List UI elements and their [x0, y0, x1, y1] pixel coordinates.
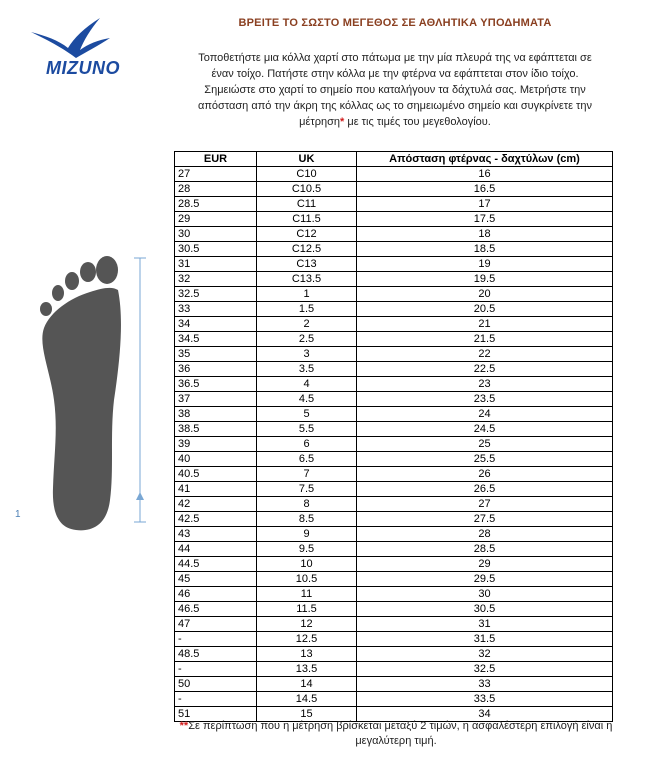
table-row — [175, 632, 613, 647]
cell-uk: C12 — [257, 227, 357, 242]
table-row — [175, 527, 613, 542]
cell-cm: 22.5 — [357, 362, 613, 377]
cell-uk: 13 — [257, 647, 357, 662]
cell-uk: C11 — [257, 197, 357, 212]
cell-eur: 46.5 — [175, 602, 257, 617]
cell-eur: 44.5 — [175, 557, 257, 572]
footnote-text: Σε περίπτωση που η μέτρηση βρίσκεται μεταξύ 2 τιμών, η ασφαλέστερη επιλογή είναι η μεγαλύτερη τιμή. — [188, 720, 613, 747]
table-row — [175, 332, 613, 347]
table-row — [175, 467, 613, 482]
cell-cm: 16.5 — [357, 182, 613, 197]
cell-cm: 29.5 — [357, 572, 613, 587]
table-row — [175, 587, 613, 602]
cell-cm: 18.5 — [357, 242, 613, 257]
cell-uk: 8.5 — [257, 512, 357, 527]
cell-uk: C10.5 — [257, 182, 357, 197]
cell-uk: 12 — [257, 617, 357, 632]
table-header-row — [175, 152, 613, 167]
cell-cm: 30 — [357, 587, 613, 602]
cell-uk: 14.5 — [257, 692, 357, 707]
cell-uk: C11.5 — [257, 212, 357, 227]
table-row — [175, 272, 613, 287]
cell-eur: 27 — [175, 167, 257, 182]
cell-eur: 30.5 — [175, 242, 257, 257]
table-row — [175, 422, 613, 437]
cell-eur: 28 — [175, 182, 257, 197]
cell-cm: 31.5 — [357, 632, 613, 647]
table-row — [175, 692, 613, 707]
footnote-marker: ** — [179, 720, 189, 732]
cell-cm: 31 — [357, 617, 613, 632]
cell-uk: 3.5 — [257, 362, 357, 377]
cell-cm: 19 — [357, 257, 613, 272]
cell-eur: 31 — [175, 257, 257, 272]
table-row — [175, 542, 613, 557]
cell-cm: 23.5 — [357, 392, 613, 407]
toe-5 — [40, 302, 52, 316]
cell-uk: 8 — [257, 497, 357, 512]
table-row — [175, 287, 613, 302]
table-row — [175, 407, 613, 422]
cell-uk: 4 — [257, 377, 357, 392]
cell-cm: 20 — [357, 287, 613, 302]
cell-eur: 48.5 — [175, 647, 257, 662]
cell-eur: 28.5 — [175, 197, 257, 212]
cell-uk: 2 — [257, 317, 357, 332]
cell-uk: 9 — [257, 527, 357, 542]
cell-cm: 25.5 — [357, 452, 613, 467]
cell-cm: 17 — [357, 197, 613, 212]
cell-eur: 30 — [175, 227, 257, 242]
figure-label: 1 — [15, 509, 21, 520]
cell-uk: 5.5 — [257, 422, 357, 437]
cell-cm: 27 — [357, 497, 613, 512]
big-toe — [96, 256, 118, 284]
cell-eur: 29 — [175, 212, 257, 227]
cell-uk: 15 — [257, 707, 357, 722]
header-uk: UK — [257, 152, 357, 167]
cell-uk: 7.5 — [257, 482, 357, 497]
brand-wordmark: MIZUNO — [46, 58, 120, 78]
table-row — [175, 257, 613, 272]
table-row — [175, 557, 613, 572]
toe-3 — [65, 272, 79, 290]
cell-cm: 18 — [357, 227, 613, 242]
cell-uk: 7 — [257, 467, 357, 482]
cell-eur: 51 — [175, 707, 257, 722]
cell-uk: 13.5 — [257, 662, 357, 677]
cell-eur: 35 — [175, 347, 257, 362]
cell-eur: 38.5 — [175, 422, 257, 437]
cell-cm: 28 — [357, 527, 613, 542]
cell-uk: 4.5 — [257, 392, 357, 407]
runbird-mark — [31, 18, 110, 58]
intro-body: Τοποθετήστε μια κόλλα χαρτί στο πάτωμα με την μία πλευρά της να εφάπτεται σε έναν τοίχο. Πατήστε στην κόλλα με την φτέρνα να εφάπτεται στον ίδιο τοίχο. Σημειώστε στο χαρτί το σημείο που καταλήγουν τα δάχτυλά σας. Μετρήστε την απόσταση από την άκρη της κόλλας ως το σημειωμένο σημείο και συγκρίνετε την μέτρηση — [197, 52, 593, 128]
table-row — [175, 362, 613, 377]
cell-uk: 6 — [257, 437, 357, 452]
table-row — [175, 437, 613, 452]
table-row — [175, 677, 613, 692]
cell-uk: 10.5 — [257, 572, 357, 587]
cell-cm: 24.5 — [357, 422, 613, 437]
cell-eur: 36.5 — [175, 377, 257, 392]
cell-eur: 32 — [175, 272, 257, 287]
cell-uk: 6.5 — [257, 452, 357, 467]
cell-eur: 34.5 — [175, 332, 257, 347]
cell-uk: C13.5 — [257, 272, 357, 287]
cell-cm: 33 — [357, 677, 613, 692]
cell-cm: 26 — [357, 467, 613, 482]
cell-cm: 32.5 — [357, 662, 613, 677]
cell-uk: 2.5 — [257, 332, 357, 347]
cell-eur: 41 — [175, 482, 257, 497]
cell-cm: 24 — [357, 407, 613, 422]
page-title: ΒΡΕΙΤΕ ΤΟ ΣΩΣΤΟ ΜΕΓΕΘΟΣ ΣΕ ΑΘΛΗΤΙΚΑ ΥΠΟΔΗΜΑΤΑ — [238, 17, 552, 29]
cell-eur: 47 — [175, 617, 257, 632]
header-cm: Απόσταση φτέρνας - δαχτύλων (cm) — [357, 152, 613, 167]
cell-uk: 12.5 — [257, 632, 357, 647]
cell-eur: 38 — [175, 407, 257, 422]
cell-eur: 33 — [175, 302, 257, 317]
cell-cm: 30.5 — [357, 602, 613, 617]
table-row — [175, 182, 613, 197]
size-chart-table — [174, 151, 613, 722]
table-row — [175, 167, 613, 182]
cell-uk: 14 — [257, 677, 357, 692]
cell-uk: 11 — [257, 587, 357, 602]
cell-eur: 36 — [175, 362, 257, 377]
cell-cm: 27.5 — [357, 512, 613, 527]
cell-uk: 9.5 — [257, 542, 357, 557]
cell-eur: 42 — [175, 497, 257, 512]
cell-cm: 29 — [357, 557, 613, 572]
intro-body-end: με τις τιμές του μεγεθολογίου. — [344, 116, 491, 128]
table-row — [175, 662, 613, 677]
cell-cm: 33.5 — [357, 692, 613, 707]
table-row — [175, 302, 613, 317]
table-row — [175, 347, 613, 362]
cell-eur: 40 — [175, 452, 257, 467]
cell-uk: 11.5 — [257, 602, 357, 617]
cell-eur: 39 — [175, 437, 257, 452]
cell-eur: 37 — [175, 392, 257, 407]
foot-outline-icon — [10, 250, 160, 540]
cell-uk: C12.5 — [257, 242, 357, 257]
sole — [42, 288, 121, 531]
cell-eur: - — [175, 632, 257, 647]
cell-eur: 40.5 — [175, 467, 257, 482]
table-row — [175, 617, 613, 632]
table-row — [175, 452, 613, 467]
table-row — [175, 497, 613, 512]
cell-uk: 3 — [257, 347, 357, 362]
intro-text — [188, 50, 602, 130]
cell-uk: C10 — [257, 167, 357, 182]
cell-cm: 19.5 — [357, 272, 613, 287]
arrow-up-icon — [136, 492, 144, 500]
cell-cm: 16 — [357, 167, 613, 182]
cell-cm: 21.5 — [357, 332, 613, 347]
header-eur: EUR — [175, 152, 257, 167]
cell-eur: 44 — [175, 542, 257, 557]
cell-eur: 46 — [175, 587, 257, 602]
toe-2 — [80, 262, 96, 282]
cell-uk: 10 — [257, 557, 357, 572]
cell-cm: 32 — [357, 647, 613, 662]
table-row — [175, 227, 613, 242]
table-row — [175, 212, 613, 227]
cell-uk: 5 — [257, 407, 357, 422]
table-row — [175, 647, 613, 662]
table-row — [175, 377, 613, 392]
cell-eur: - — [175, 662, 257, 677]
asterisk-marker: * — [340, 116, 345, 128]
cell-cm: 28.5 — [357, 542, 613, 557]
cell-eur: 45 — [175, 572, 257, 587]
table-row — [175, 392, 613, 407]
table-row — [175, 602, 613, 617]
table-row — [175, 317, 613, 332]
cell-cm: 21 — [357, 317, 613, 332]
toe-4 — [52, 285, 64, 301]
table-row — [175, 197, 613, 212]
table-row — [175, 242, 613, 257]
cell-eur: - — [175, 692, 257, 707]
cell-eur: 42.5 — [175, 512, 257, 527]
cell-eur: 50 — [175, 677, 257, 692]
cell-cm: 34 — [357, 707, 613, 722]
cell-eur: 34 — [175, 317, 257, 332]
cell-cm: 23 — [357, 377, 613, 392]
cell-cm: 22 — [357, 347, 613, 362]
cell-uk: C13 — [257, 257, 357, 272]
cell-eur: 43 — [175, 527, 257, 542]
cell-cm: 25 — [357, 437, 613, 452]
table-row — [175, 572, 613, 587]
table-row — [175, 512, 613, 527]
cell-cm: 17.5 — [357, 212, 613, 227]
table-row — [175, 482, 613, 497]
cell-cm: 26.5 — [357, 482, 613, 497]
cell-uk: 1 — [257, 287, 357, 302]
cell-eur: 32.5 — [175, 287, 257, 302]
mizuno-logo — [28, 16, 138, 78]
cell-uk: 1.5 — [257, 302, 357, 317]
footnote — [176, 719, 616, 749]
cell-cm: 20.5 — [357, 302, 613, 317]
